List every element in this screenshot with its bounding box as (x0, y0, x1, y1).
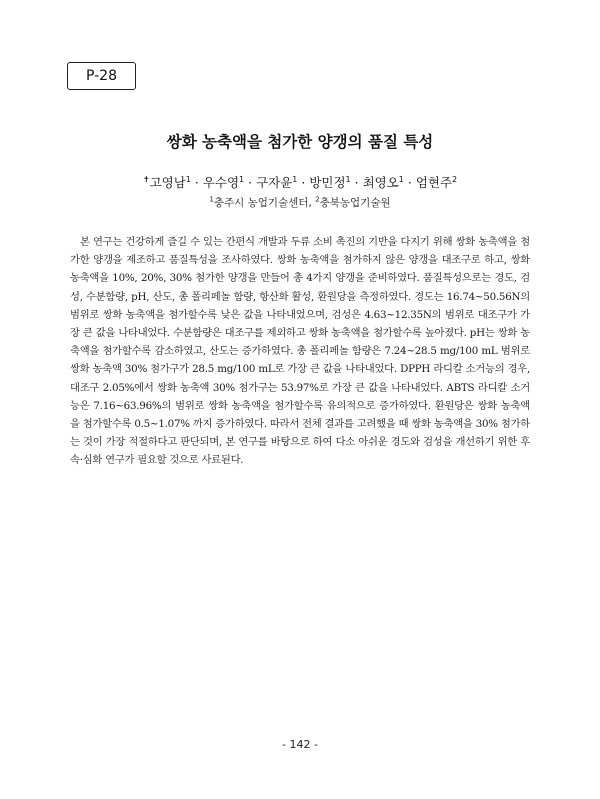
affiliation-list (0, 195, 600, 210)
author-separator: · (297, 175, 310, 190)
abstract-text: 본 연구는 건강하게 즐길 수 있는 간편식 개발과 두류 소비 촉진의 기반을 다지기 위해 쌍화 농축액을 첨가한 양갱을 제조하고 품질특성을 조사하였다. 쌍화 농축액을 첨가하지 않은 양갱을 대조구로 하고, 쌍화 농축액을 10%, 20%, 30% 첨가한 양갱을 만들어 총 4가지 양갱을 준비하였다. 품질특성으로는 경도, 검성, 수분함량, pH, 산도, 총 폴리페놀 함량, 항산화 활성, 환원당을 측정하였다. 경도는 16.74~50.56N의 범위로 쌍화 농축액을 첨가할수록 낮은 값을 나타내었으며, 검성은 4.63~12.35N의 범위로 대조구가 가장 큰 값을 나타내었다. 수분함량은 대조구를 제외하고 쌍화 농축액을 첨가할수록 높아졌다. pH는 쌍화 농축액을 첨가할수록 감소하였고, 산도는 증가하였다. 총 폴리페놀 함량은 7.24~28.5 mg/100 mL 범위로 쌍화 농축액 30% 첨가구가 28.5 mg/100 mL로 가장 큰 값을 나타내었다. DPPH 라디칼 소거능의 경우, 대조구 2.05%에서 쌍화 농축액 30% 첨가구는 53.97%로 가장 큰 값을 나타내었다. ABTS 라디칼 소거능은 7.16~63.96%의 범위로 쌍화 농축액을 첨가할수록 유의적으로 증가하였다. 환원당은 쌍화 농축액을 첨가할수록 0.5~1.07% 까지 증가하였다. 따라서 전체 결과를 고려했을 때 쌍화 농축액을 30% 첨가하는 것이 가장 적절하다고 판단되며, 본 연구를 바탕으로 하여 다소 아쉬운 경도와 검성을 개선하기 위한 후속·심화 연구가 필요할 것으로 사료된다. (70, 236, 530, 467)
author-separator: · (350, 175, 363, 190)
affiliation-name: 충북농업기술원 (319, 197, 391, 209)
author-name: 최영오 (362, 175, 399, 190)
affiliation-name: 충주시 농업기술센터 (213, 197, 309, 209)
corresponding-author-mark: ✝ (142, 174, 150, 184)
author-name: 구자윤 (256, 175, 293, 190)
affiliation-mark: 1 (209, 195, 214, 204)
poster-number-badge: P-28 (67, 62, 136, 90)
author-separator: · (190, 175, 203, 190)
author-name: 엄현주 (415, 175, 453, 190)
paper-title: 쌍화 농축액을 첨가한 양갱의 품질 특성 (166, 133, 434, 151)
author-affiliation-mark: 2 (452, 174, 458, 184)
author-name: 우수영 (202, 175, 240, 190)
author-affiliation-mark: 1 (398, 174, 404, 184)
author-name: 고영남 (149, 175, 186, 190)
author-name: 방민정 (309, 175, 346, 190)
author-separator: · (244, 175, 257, 190)
author-affiliation-mark: 1 (292, 174, 298, 184)
author-list (0, 173, 600, 191)
author-affiliation-mark: 1 (239, 174, 245, 184)
author-affiliation-mark: 1 (345, 174, 351, 184)
affiliation-separator: , (308, 197, 316, 209)
page-number: - 142 - (282, 738, 318, 751)
author-separator: · (403, 175, 416, 190)
author-affiliation-mark: 1 (185, 174, 191, 184)
affiliation-mark: 2 (315, 195, 320, 204)
